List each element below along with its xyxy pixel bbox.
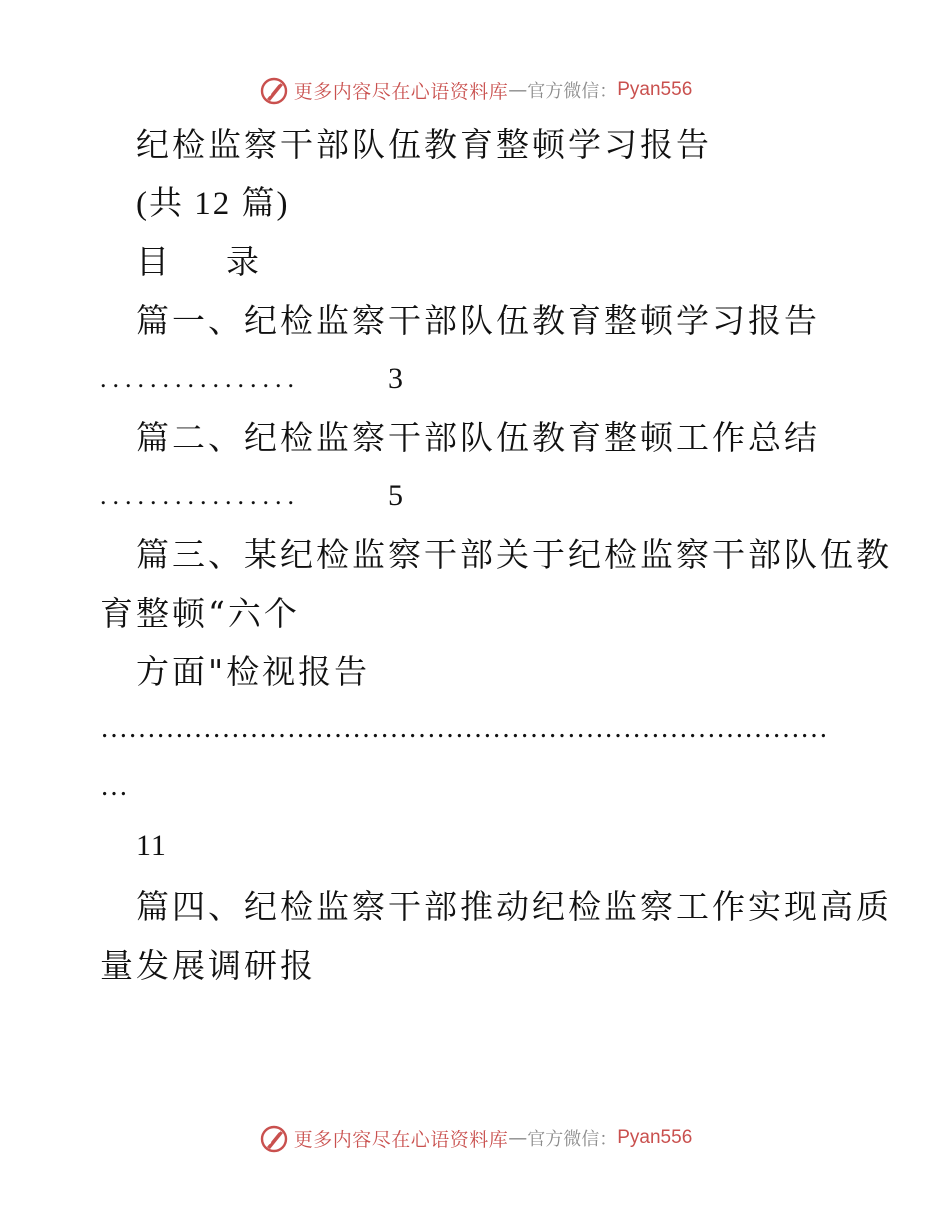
document-title: 纪检监察干部队伍教育整顿学习报告 xyxy=(136,125,712,164)
toc-entry-2-page: 5 xyxy=(388,479,404,512)
quill-pen-logo-icon xyxy=(258,1122,290,1154)
toc-entry-3-title-line2[interactable]: 育整顿“六个 xyxy=(100,594,300,633)
watermark-label: 官方微信： xyxy=(527,81,618,102)
footer-watermark xyxy=(0,1118,950,1158)
toc-entry-1-leader: ................ xyxy=(100,364,300,393)
watermark-brand: 更多内容尽在心语资料库 xyxy=(293,80,509,103)
toc-entry-1-title[interactable]: 篇一、纪检监察干部队伍教育整顿学习报告 xyxy=(136,301,820,340)
toc-entry-1-page: 3 xyxy=(388,362,404,395)
toc-entry-3-leader-line1: …………………………………………………………………… xyxy=(100,715,828,743)
toc-entry-4-title-line1[interactable]: 篇四、纪检监察干部推动纪检监察工作实现高质 xyxy=(136,887,892,926)
watermark-wechat-id: Pyan556 xyxy=(617,79,693,100)
watermark-brand: 更多内容尽在心语资料库 xyxy=(293,1128,509,1151)
toc-entry-3-leader-line2: … xyxy=(100,771,128,802)
watermark-label: 官方微信： xyxy=(527,1129,618,1150)
toc-entry-4-title-line2[interactable]: 量发展调研报 xyxy=(100,946,316,985)
quill-pen-logo-icon xyxy=(258,74,290,106)
toc-heading: 目 录 xyxy=(136,242,262,281)
watermark-dash: — xyxy=(508,1127,528,1149)
toc-entry-3-title-line1[interactable]: 篇三、某纪检监察干部关于纪检监察干部队伍教 xyxy=(136,535,892,574)
header-watermark xyxy=(0,70,950,110)
watermark-wechat-id: Pyan556 xyxy=(617,1127,693,1148)
toc-entry-3-page: 11 xyxy=(136,829,167,862)
document-count: (共 12 篇) xyxy=(136,186,290,222)
toc-entry-2-title[interactable]: 篇二、纪检监察干部队伍教育整顿工作总结 xyxy=(136,418,820,457)
watermark-dash: — xyxy=(508,79,528,101)
toc-entry-2-leader: ................ xyxy=(100,481,300,510)
toc-entry-3-title-line3[interactable]: 方面"检视报告 xyxy=(136,652,371,691)
